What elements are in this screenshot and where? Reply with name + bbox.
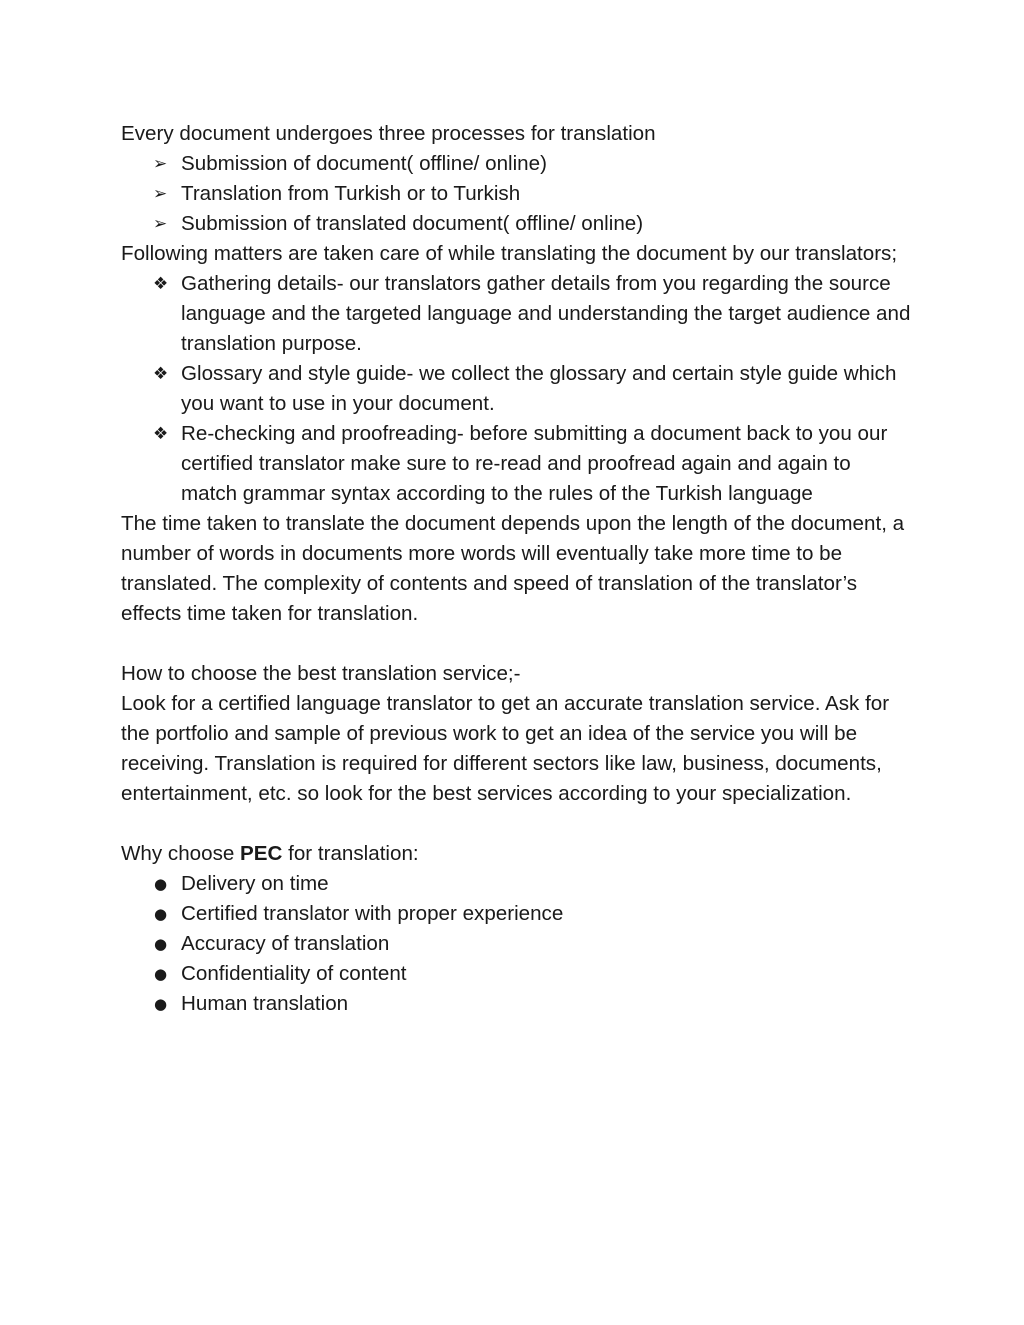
list-item [154, 959, 911, 989]
spacer [121, 629, 911, 659]
matter-text: Glossary and style guide- we collect the glossary and certain style guide which you want to use in your document. [181, 362, 897, 415]
intro-paragraph: Every document undergoes three processes for translation [121, 122, 656, 145]
process-text: Submission of document( offline/ online) [181, 152, 547, 175]
reasons-list [121, 869, 911, 1019]
reason-text: Human translation [181, 992, 349, 1015]
list-item [154, 869, 911, 899]
list-item [153, 149, 911, 179]
choose-heading: How to choose the best translation service;- [121, 662, 521, 685]
dot-bullet-icon: ● [154, 935, 168, 953]
reason-text: Certified translator with proper experience [181, 902, 564, 925]
matter-text: Re-checking and proofreading- before submitting a document back to you our certified translator make sure to re-read and proofread again and again to match grammar syntax according to the rules of the Turkish language [181, 422, 888, 505]
list-item [153, 269, 911, 359]
time-paragraph: The time taken to translate the document depends upon the length of the document, a number of words in documents more words will eventually take more time to be translated. The complexity of contents and speed of translation of the translator’s effects time taken for translation. [121, 512, 905, 625]
spacer [121, 809, 911, 839]
why-suffix: for translation: [282, 842, 419, 865]
matters-list [121, 269, 911, 509]
diamond-bullet-icon: ❖ [153, 424, 169, 444]
list-item [153, 419, 911, 509]
process-list [121, 149, 911, 239]
arrow-bullet-icon: ➢ [153, 214, 168, 234]
list-item [154, 899, 911, 929]
process-text: Submission of translated document( offline/ online) [181, 212, 644, 235]
matter-text: Gathering details- our translators gather details from you regarding the source language and the targeted language and understanding the target audience and translation purpose. [181, 272, 911, 355]
diamond-bullet-icon: ❖ [153, 364, 169, 384]
process-text: Translation from Turkish or to Turkish [181, 182, 521, 205]
arrow-bullet-icon: ➢ [153, 184, 168, 204]
reason-text: Delivery on time [181, 872, 329, 895]
dot-bullet-icon: ● [154, 875, 168, 893]
document-page [121, 119, 911, 1019]
dot-bullet-icon: ● [154, 995, 168, 1013]
matters-intro-paragraph: Following matters are taken care of while translating the document by our translators; [121, 242, 898, 265]
brand-name: PEC [240, 842, 283, 865]
reason-text: Confidentiality of content [181, 962, 407, 985]
reason-text: Accuracy of translation [181, 932, 390, 955]
choose-paragraph: Look for a certified language translator to get an accurate translation service. Ask for the portfolio and sample of previous work to get an idea of the service you will be receiving. Translation is required for different sectors like law, business, documents, entertainment, etc. so look for the best services according to your specialization. [121, 692, 890, 805]
list-item [153, 359, 911, 419]
list-item [154, 929, 911, 959]
list-item [153, 179, 911, 209]
diamond-bullet-icon: ❖ [153, 274, 169, 294]
why-heading [121, 839, 911, 869]
list-item [153, 209, 911, 239]
dot-bullet-icon: ● [154, 965, 168, 983]
dot-bullet-icon: ● [154, 905, 168, 923]
list-item [154, 989, 911, 1019]
why-prefix: Why choose [121, 842, 241, 865]
arrow-bullet-icon: ➢ [153, 154, 168, 174]
